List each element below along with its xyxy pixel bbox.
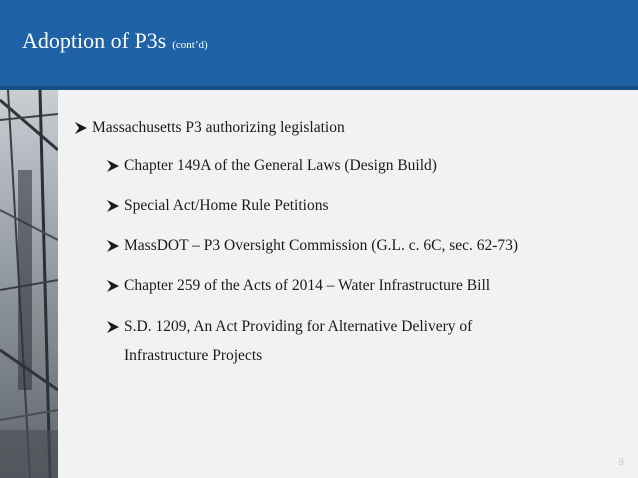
bullet-sub-4-text: Chapter 259 of the Acts of 2014 – Water Infrastructure Bill — [124, 277, 491, 294]
bullet-sub-5-continuation — [124, 343, 262, 369]
bullet-sub-5 — [106, 314, 472, 340]
bullet-sub-1-text: Chapter 149A of the General Laws (Design Build) — [124, 157, 437, 174]
bullet-sub-2-text: Special Act/Home Rule Petitions — [124, 197, 329, 214]
bullet-sub-5-line-1: S.D. 1209, An Act Providing for Alternative Delivery of — [124, 318, 473, 335]
bullet-main — [74, 115, 345, 141]
bullet-sub-1 — [106, 153, 437, 179]
arrowhead-bullet-icon — [106, 279, 120, 293]
bullet-sub-2 — [106, 193, 329, 219]
bullet-sub-3-text: MassDOT – P3 Oversight Commission (G.L. c. 6C, sec. 62-73) — [124, 237, 519, 254]
arrowhead-bullet-icon — [74, 121, 88, 135]
construction-photo — [0, 90, 58, 478]
arrowhead-bullet-icon — [106, 239, 120, 253]
title-subtitle: (cont’d) — [172, 39, 208, 51]
arrowhead-bullet-icon — [106, 199, 120, 213]
arrowhead-bullet-icon — [106, 159, 120, 173]
bullet-main-text: Massachusetts P3 authorizing legislation — [92, 119, 345, 136]
page-number: 9 — [618, 457, 624, 468]
title-bar — [0, 0, 638, 90]
arrowhead-bullet-icon — [106, 320, 120, 334]
bullet-sub-4 — [106, 273, 490, 299]
bullet-sub-5-line-2: Infrastructure Projects — [124, 347, 263, 364]
slide-title — [22, 28, 208, 54]
bullet-sub-3 — [106, 233, 518, 259]
title-text: Adoption of P3s — [22, 28, 167, 53]
